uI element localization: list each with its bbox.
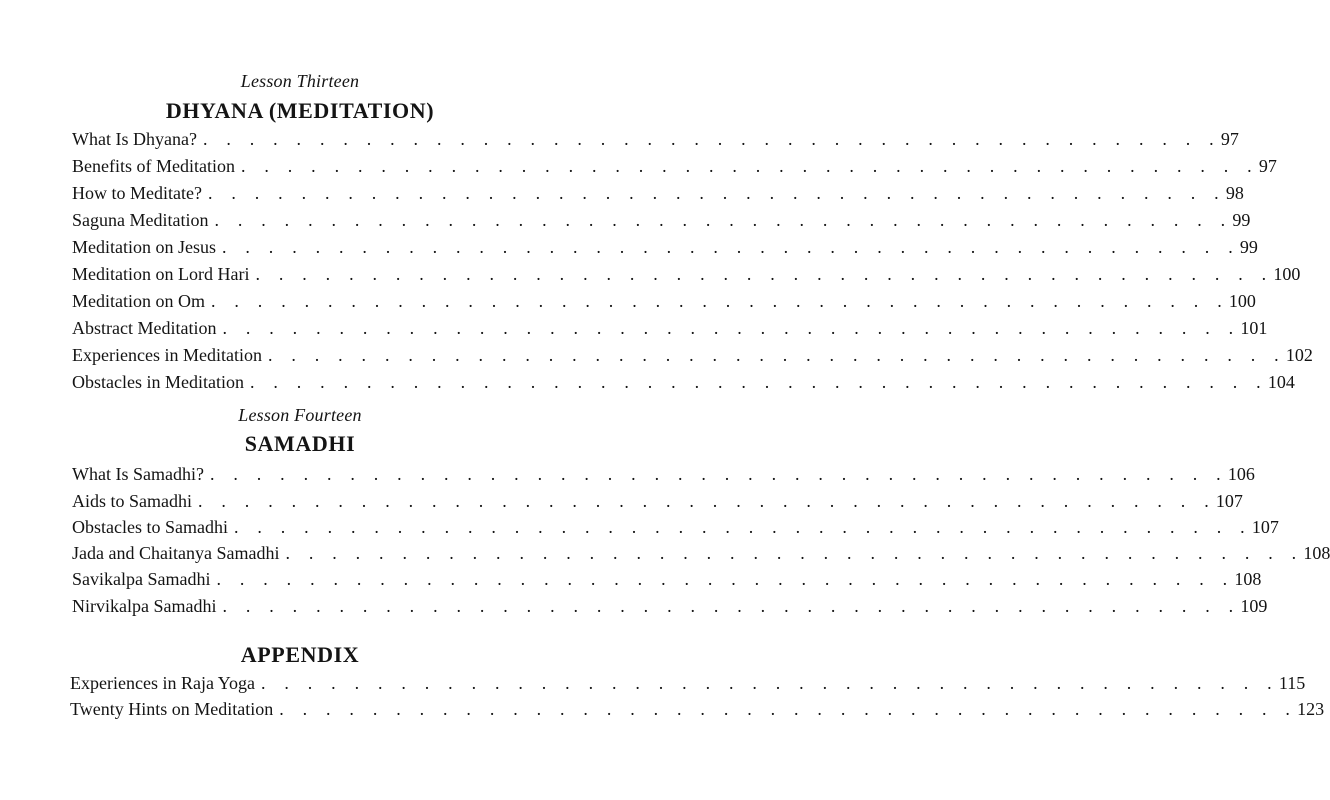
toc-entry-title: Obstacles in Meditation — [72, 369, 250, 395]
toc-entry-page: 100 — [1273, 264, 1301, 284]
dot-leader: . . . . . . . . . . . . . . . . . . . . . . . . . . . . . . . . . . . . . . . . . . . . — [285, 543, 1304, 563]
toc-entry-page: 104 — [1267, 372, 1295, 392]
toc-entry-page: 107 — [1251, 517, 1279, 537]
toc-entry-title: What Is Dhyana? — [72, 126, 203, 152]
toc-entry-page: 106 — [1227, 464, 1255, 484]
toc-entry-title: Experiences in Raja Yoga — [70, 670, 261, 696]
toc-entry-page: 108 — [1234, 569, 1262, 589]
toc-entry-page: 102 — [1285, 345, 1313, 365]
toc-entry-page: 108 — [1303, 543, 1330, 563]
toc-entry-title: Aids to Samadhi — [72, 488, 198, 514]
toc-entry-page: 100 — [1228, 291, 1256, 311]
toc-entry-page: 97 — [1220, 129, 1239, 149]
dot-leader: . . . . . . . . . . . . . . . . . . . . . . . . . . . . . . . . . . . . . . . . . . . . — [216, 569, 1235, 589]
toc-entry-title: Jada and Chaitanya Samadhi — [72, 540, 285, 566]
dot-leader: . . . . . . . . . . . . . . . . . . . . . . . . . . . . . . . . . . . . . . . . . . . . — [267, 345, 1286, 365]
dot-leader: . . . . . . . . . . . . . . . . . . . . . . . . . . . . . . . . . . . . . . . . . . . . — [202, 129, 1221, 149]
toc-entry-title: What Is Samadhi? — [72, 461, 210, 487]
toc-entry-title: Benefits of Meditation — [72, 153, 241, 179]
dot-leader: . . . . . . . . . . . . . . . . . . . . . . . . . . . . . . . . . . . . . . . . . . . . — [249, 372, 1268, 392]
lesson-fourteen-label: Lesson Fourteen — [238, 405, 362, 425]
dot-leader: . . . . . . . . . . . . . . . . . . . . . . . . . . . . . . . . . . . . . . . . . . . . — [255, 264, 1274, 284]
toc-entry-page: 99 — [1232, 210, 1251, 230]
toc-entry-page: 98 — [1225, 183, 1244, 203]
toc-entry-title: Meditation on Jesus — [72, 234, 222, 260]
dot-leader: . . . . . . . . . . . . . . . . . . . . . . . . . . . . . . . . . . . . . . . . . . . . — [279, 699, 1298, 719]
toc-entry[interactable] — [72, 207, 1251, 233]
toc-entry[interactable] — [72, 369, 1295, 395]
dot-leader: . . . . . . . . . . . . . . . . . . . . . . . . . . . . . . . . . . . . . . . . . . . . — [260, 673, 1279, 693]
toc-entry-title: Obstacles to Samadhi — [72, 514, 234, 540]
toc-entry-title: How to Meditate? — [72, 180, 208, 206]
dot-leader: . . . . . . . . . . . . . . . . . . . . . . . . . . . . . . . . . . . . . . . . . . . . — [209, 464, 1228, 484]
toc-entry-page: 109 — [1240, 596, 1268, 616]
toc-entry-page: 107 — [1215, 491, 1243, 511]
toc-entry[interactable] — [72, 461, 1255, 487]
toc-entry-title: Meditation on Om — [72, 288, 211, 314]
toc-entry[interactable] — [72, 153, 1277, 179]
dot-leader: . . . . . . . . . . . . . . . . . . . . . . . . . . . . . . . . . . . . . . . . . . . . — [222, 237, 1240, 257]
toc-entry-page: 99 — [1239, 237, 1258, 257]
toc-entry[interactable] — [72, 288, 1256, 314]
toc-entry[interactable] — [72, 126, 1239, 152]
toc-entry-title: Meditation on Lord Hari — [72, 261, 255, 287]
toc-entry-page: 123 — [1297, 699, 1325, 719]
toc-entry[interactable] — [72, 234, 1258, 260]
dot-leader: . . . . . . . . . . . . . . . . . . . . . . . . . . . . . . . . . . . . . . . . . . . . — [207, 183, 1226, 203]
toc-entry[interactable] — [70, 696, 1325, 722]
dhyana-section-title: DHYANA (MEDITATION) — [165, 98, 435, 123]
dot-leader: . . . . . . . . . . . . . . . . . . . . . . . . . . . . . . . . . . . . . . . . . . . . — [240, 156, 1259, 176]
toc-entry[interactable] — [72, 342, 1313, 368]
toc-entry-title: Savikalpa Samadhi — [72, 566, 216, 592]
toc-entry-page: 101 — [1240, 318, 1268, 338]
dot-leader: . . . . . . . . . . . . . . . . . . . . . . . . . . . . . . . . . . . . . . . . . . . . — [233, 517, 1252, 537]
toc-entry[interactable] — [72, 261, 1301, 287]
samadhi-section-title: SAMADHI — [244, 431, 356, 456]
toc-entry-title: Nirvikalpa Samadhi — [72, 593, 222, 619]
dot-leader: . . . . . . . . . . . . . . . . . . . . . . . . . . . . . . . . . . . . . . . . . . . . — [222, 318, 1241, 338]
toc-entry[interactable] — [72, 540, 1330, 566]
lesson-thirteen-label: Lesson Thirteen — [240, 71, 360, 91]
toc-entry-title: Twenty Hints on Meditation — [70, 696, 279, 722]
dot-leader: . . . . . . . . . . . . . . . . . . . . . . . . . . . . . . . . . . . . . . . . . . . . — [214, 210, 1233, 230]
toc-entry[interactable] — [72, 315, 1268, 341]
toc-entry-page: 115 — [1278, 673, 1306, 693]
toc-entry-page: 97 — [1258, 156, 1277, 176]
toc-entry[interactable] — [72, 593, 1268, 619]
dot-leader: . . . . . . . . . . . . . . . . . . . . . . . . . . . . . . . . . . . . . . . . . . . . — [211, 291, 1229, 311]
toc-entry[interactable] — [72, 180, 1244, 206]
toc-entry-title: Experiences in Meditation — [72, 342, 268, 368]
dot-leader: . . . . . . . . . . . . . . . . . . . . . . . . . . . . . . . . . . . . . . . . . . . . — [198, 491, 1216, 511]
toc-entry[interactable] — [70, 670, 1306, 696]
toc-entry[interactable] — [72, 566, 1262, 592]
toc-entry-title: Abstract Meditation — [72, 315, 222, 341]
appendix-section-title: APPENDIX — [240, 642, 360, 667]
toc-entry-title: Saguna Meditation — [72, 207, 214, 233]
toc-entry[interactable] — [72, 514, 1279, 540]
dot-leader: . . . . . . . . . . . . . . . . . . . . . . . . . . . . . . . . . . . . . . . . . . . . — [222, 596, 1241, 616]
toc-entry[interactable] — [72, 488, 1243, 514]
